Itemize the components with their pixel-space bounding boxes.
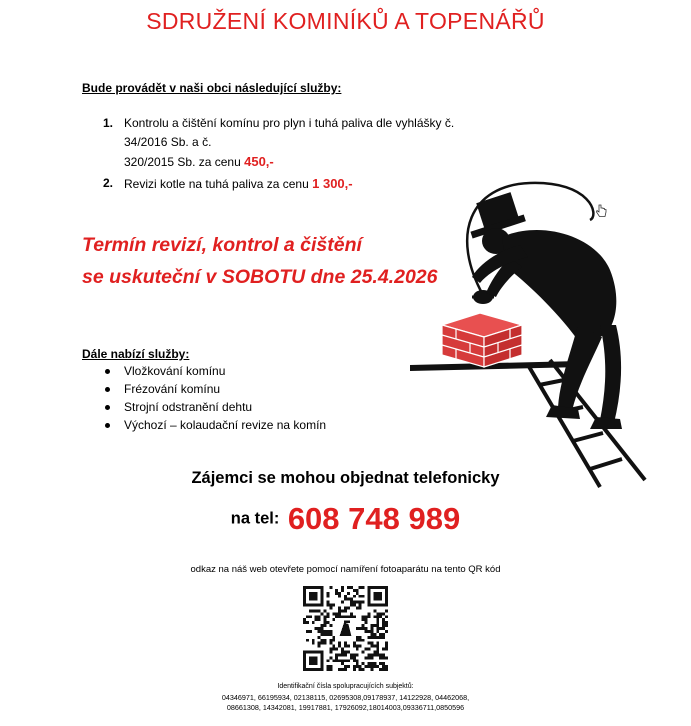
more-services-title: Dále nabízí služby: <box>82 347 190 361</box>
more-services-list <box>103 362 326 434</box>
termin-line-2: se uskuteční v SOBOTU dne 25.4.2026 <box>82 266 438 288</box>
ids-line-2: 08661308, 14342081, 19917881, 17926092,18014003,09336711,0850596 <box>226 703 465 712</box>
service-number: 1. <box>103 116 114 130</box>
page-title: SDRUŽENÍ KOMINÍKŮ A TOPENÁŘŮ <box>146 8 545 34</box>
ids-title: Identifikační čísla spolupracujících subjektů: <box>277 683 414 690</box>
service-price: 1 300,- <box>312 176 353 191</box>
service-text: Revizi kotle na tuhá paliva za cenu <box>124 177 309 191</box>
service-price: 450,- <box>244 154 274 169</box>
service-number: 2. <box>103 176 114 190</box>
order-text: Zájemci se mohou objednat telefonicky <box>191 469 500 487</box>
hand-cursor-icon <box>594 204 608 218</box>
ids-line-1: 04346971, 66195934, 02138115, 02695308,09178937, 14122928, 04462068, <box>221 693 470 702</box>
service-text-cont: 320/2015 Sb. za cenu <box>124 155 241 169</box>
chimney-sweep-illustration-icon <box>410 175 650 490</box>
qr-note: odkaz na náš web otevřete pomocí namíření fotoaparátu na tento QR kód <box>190 564 501 575</box>
list-item: Strojní odstranění dehtu <box>103 398 326 416</box>
service-text: Kontrolu a čištění komínu pro plyn i tuhá paliva dle vyhlášky č. 34/2016 Sb. a č. <box>124 116 455 149</box>
list-item: Vložkování komínu <box>103 362 326 380</box>
termin-line-1: Termín revizí, kontrol a čištění <box>82 234 362 256</box>
phone-number[interactable]: 608 748 989 <box>287 501 461 536</box>
list-item: Frézování komínu <box>103 380 326 398</box>
phone-label: na tel: <box>230 509 280 528</box>
service-item-1 <box>103 114 483 172</box>
termin-announcement <box>82 229 438 293</box>
brick-chimney <box>442 313 522 367</box>
phone-row <box>0 501 691 537</box>
services-intro: Bude provádět v naši obci následující služby: <box>82 81 342 95</box>
qr-code-icon[interactable] <box>303 586 388 671</box>
list-item: Výchozí – kolaudační revize na komín <box>103 416 326 434</box>
